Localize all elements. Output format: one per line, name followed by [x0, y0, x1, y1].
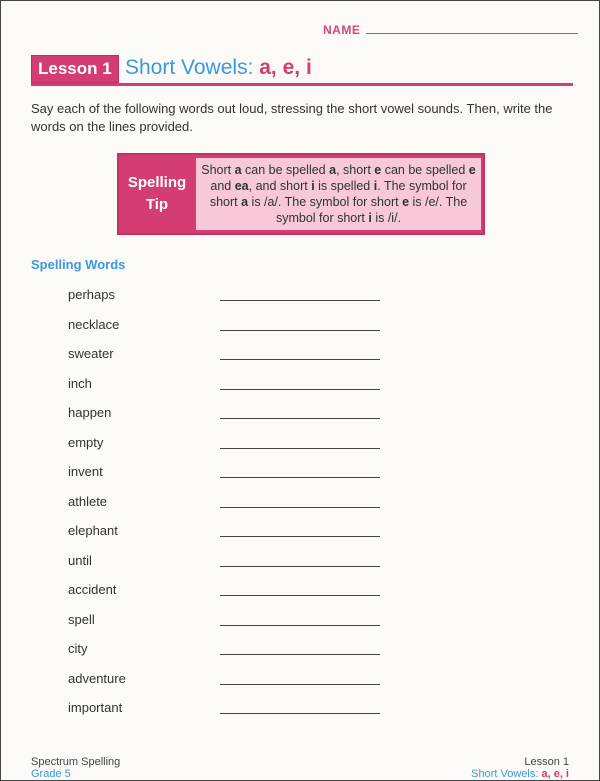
spelling-words-heading: Spelling Words [31, 257, 126, 272]
spelling-tip-box [117, 153, 485, 235]
answer-line[interactable] [220, 300, 380, 301]
spelling-word: important [68, 700, 123, 715]
word-row [68, 553, 388, 575]
footer-topic-prefix: Short Vowels: [471, 768, 539, 780]
answer-line[interactable] [220, 448, 380, 449]
answer-line[interactable] [220, 595, 380, 596]
footer-right [471, 756, 569, 780]
answer-line[interactable] [220, 684, 380, 685]
name-field [323, 23, 578, 37]
header-rule [31, 83, 573, 86]
footer-grade: Grade 5 [31, 768, 71, 780]
spelling-tip-label [119, 155, 195, 233]
footer-book-title: Spectrum Spelling [31, 756, 121, 768]
spelling-word: until [68, 552, 92, 568]
lesson-title-vowels: a, e, i [259, 56, 312, 79]
answer-line[interactable] [220, 389, 380, 390]
word-row [68, 435, 388, 457]
word-row [68, 582, 388, 604]
footer-left [31, 756, 120, 780]
answer-line[interactable] [220, 507, 380, 508]
spelling-word: athlete [68, 493, 108, 509]
answer-line[interactable] [220, 536, 380, 537]
word-row [68, 405, 388, 427]
answer-line[interactable] [220, 713, 380, 714]
word-row [68, 523, 388, 545]
word-row [68, 671, 388, 693]
spelling-word: happen [68, 405, 112, 420]
spelling-word: sweater [68, 346, 114, 361]
word-row [68, 641, 388, 663]
lesson-badge: Lesson 1 [31, 55, 119, 83]
answer-line[interactable] [220, 330, 380, 331]
spelling-tip-label-line1: Spelling [127, 174, 187, 191]
lesson-title-prefix: Short Vowels: [125, 56, 254, 79]
word-row [68, 464, 388, 486]
word-row [68, 612, 388, 634]
spelling-word: necklace [68, 316, 120, 332]
spelling-tip-label-line2: Tip [145, 196, 169, 213]
word-row [68, 317, 388, 339]
answer-line[interactable] [220, 359, 380, 360]
lesson-title [125, 55, 312, 81]
spelling-word: inch [68, 375, 92, 391]
name-write-line [366, 23, 578, 34]
footer-lesson: Lesson 1 [524, 756, 569, 768]
spelling-word: accident [68, 582, 117, 597]
word-row [68, 346, 388, 368]
spelling-tip-text: Short a can be spelled a, short e can be spelled e and ea, and short i is spelled i. The symbol for short a is /a/. The symbol for short e is /e/. The symbol for short i is /i/. [196, 158, 481, 230]
spelling-word: adventure [68, 670, 126, 686]
answer-line[interactable] [220, 625, 380, 626]
spelling-word: city [68, 641, 88, 656]
answer-line[interactable] [220, 566, 380, 567]
footer-lesson-topic [471, 768, 569, 780]
answer-line[interactable] [220, 418, 380, 419]
spelling-word: empty [68, 434, 104, 450]
word-row [68, 287, 388, 309]
name-label: NAME [323, 23, 361, 37]
spelling-word: perhaps [68, 287, 115, 302]
answer-line[interactable] [220, 654, 380, 655]
word-row [68, 376, 388, 398]
spelling-word: elephant [68, 523, 118, 538]
word-row [68, 700, 388, 722]
word-row [68, 494, 388, 516]
answer-line[interactable] [220, 477, 380, 478]
instructions-text: Say each of the following words out loud, stressing the short vowel sounds. Then, write the words on the lines provided. [31, 101, 553, 134]
spelling-word: spell [68, 611, 95, 627]
footer-topic-vowels: a, e, i [541, 768, 569, 780]
spelling-word: invent [68, 464, 103, 479]
lesson-header [31, 55, 573, 85]
